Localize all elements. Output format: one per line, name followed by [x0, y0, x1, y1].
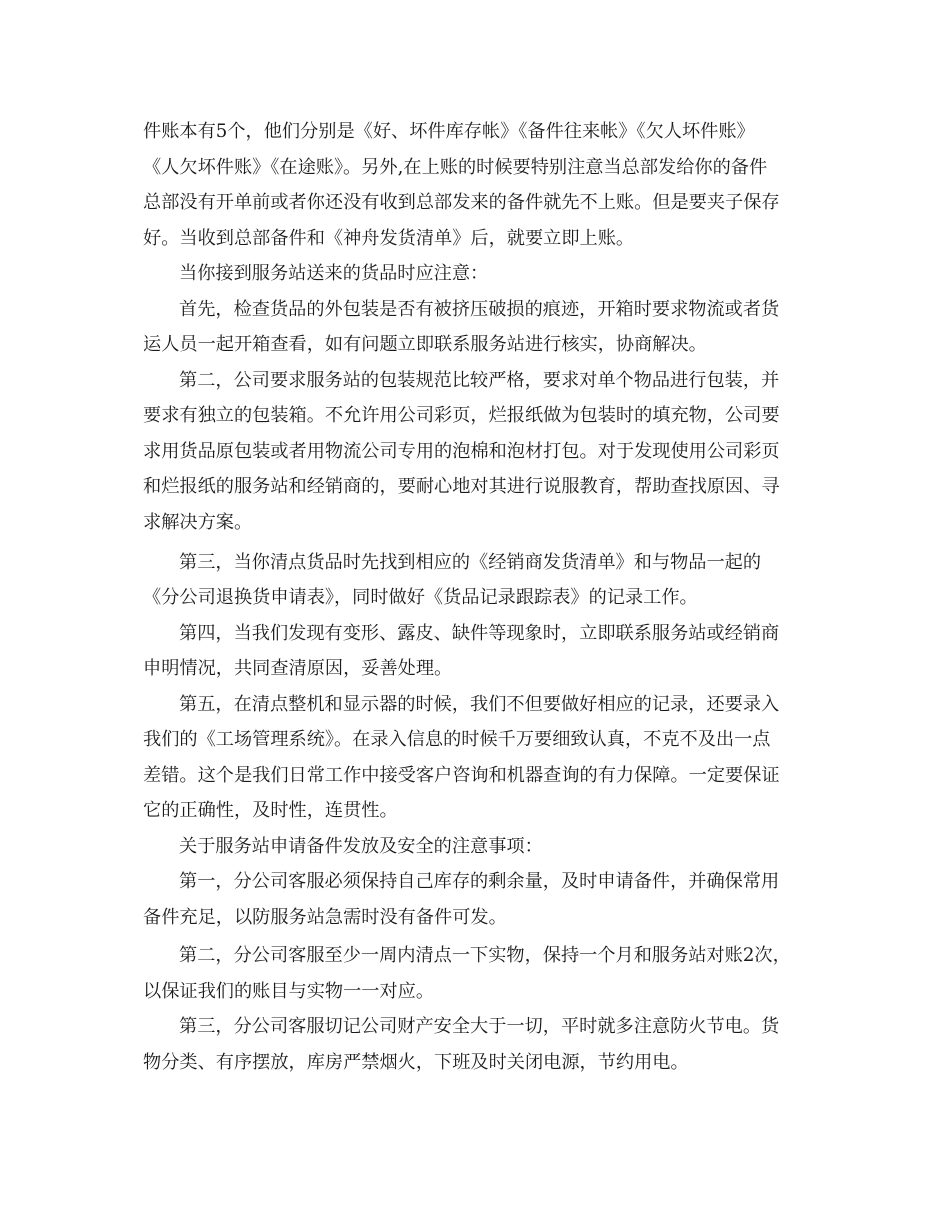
body-text-line: 求解决方案。 — [143, 512, 253, 533]
paragraph-heading: 关于服务站申请备件发放及安全的注意事项： — [179, 836, 543, 857]
body-text-line: 求用货品原包装或者用物流公司专用的泡棉和泡材打包。对于发现使用公司彩页 — [143, 441, 780, 462]
body-text-line: 首先，检查货品的外包装是否有被挤压破损的痕迹，开箱时要求物流或者货 — [179, 299, 780, 320]
body-text-line: 物分类、有序摆放，库房严禁烟火，下班及时关闭电源，节约用电。 — [143, 1052, 689, 1073]
body-text-line: 《人欠坏件账》《在途账》。另外,在上账的时候要特别注意当总部发给你的备件 — [143, 157, 768, 178]
body-text-line: 差错。这个是我们日常工作中接受客户咨询和机器查询的有力保障。一定要保证 — [143, 765, 780, 786]
body-text-line: 和烂报纸的服务站和经销商的，要耐心地对其进行说服教育，帮助查找原因、寻 — [143, 476, 780, 497]
body-text-line: 第二，公司要求服务站的包装规范比较严格，要求对单个物品进行包装，并 — [179, 370, 780, 391]
body-text-line: 第三，当你清点货品时先找到相应的《经销商发货清单》和与物品一起的 — [179, 552, 762, 573]
body-text-line: 我们的《工场管理系统》。在录入信息的时候千万要细致认真，不克不及出一点 — [143, 729, 771, 750]
body-text-line: 备件充足，以防服务站急需时没有备件可发。 — [143, 907, 507, 928]
body-text-line: 以保证我们的账目与实物一一对应。 — [143, 981, 435, 1002]
body-text-line: 要求有独立的包装箱。不允许用公司彩页，烂报纸做为包装时的填充物，公司要 — [143, 405, 780, 426]
body-text-line: 申明情况，共同查清原因，妥善处理。 — [143, 658, 453, 679]
body-text-line: 《分公司退换货申请表》，同时做好《货品记录跟踪表》的记录工作。 — [143, 587, 698, 608]
body-text-line: 第四，当我们发现有变形、露皮、缺件等现象时，立即联系服务站或经销商 — [179, 623, 780, 644]
body-text-line: 总部没有开单前或者你还没有收到总部发来的备件就先不上账。但是要夹子保存 — [143, 192, 780, 213]
body-text-line: 运人员一起开箱查看，如有问题立即联系服务站进行核实，协商解决。 — [143, 334, 707, 355]
body-text-line: 第一，分公司客服必须保持自己库存的剩余量，及时申请备件，并确保常用 — [179, 871, 780, 892]
body-text-line: 它的正确性，及时性，连贯性。 — [143, 800, 398, 821]
body-text-line: 第五，在清点整机和显示器的时候，我们不但要做好相应的记录，还要录入 — [179, 694, 780, 715]
body-text-line: 好。当收到总部备件和《神舟发货清单》后，就要立即上账。 — [143, 228, 635, 249]
body-text-line: 件账本有5个，他们分别是《好、坏件库存帐》《备件往来帐》《欠人坏件账》 — [143, 121, 755, 142]
body-text-line: 第二，分公司客服至少一周内清点一下实物，保持一个月和服务站对账2次， — [179, 945, 791, 966]
paragraph-heading: 当你接到服务站送来的货品时应注意： — [179, 263, 489, 284]
body-text-line: 第三，分公司客服切记公司财产安全大于一切，平时就多注意防火节电。货 — [179, 1016, 780, 1037]
